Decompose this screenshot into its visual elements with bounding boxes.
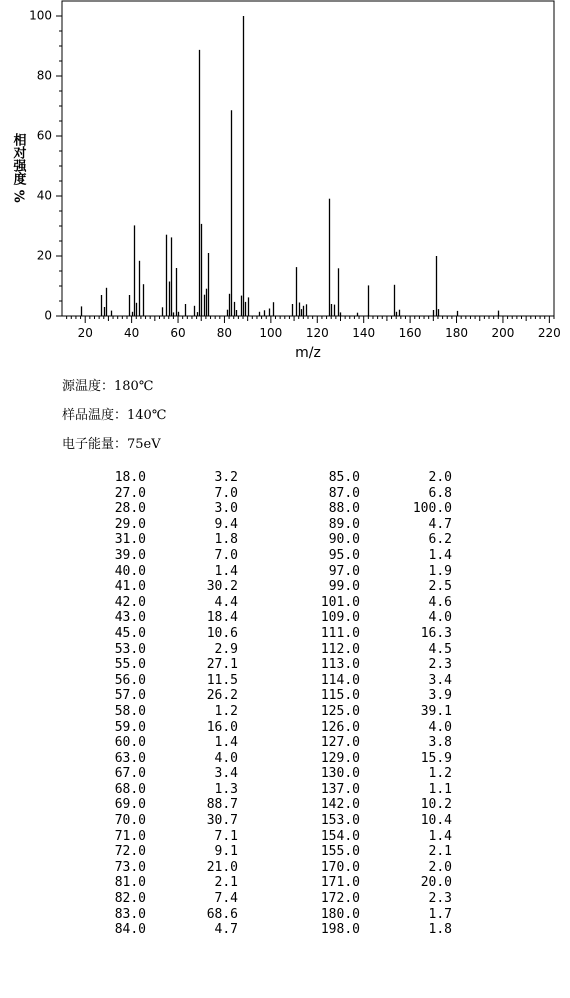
table-row — [82, 564, 452, 580]
x-tick-label: 160 — [398, 326, 422, 340]
intensity-cell: 1.3 — [214, 781, 238, 797]
table-row — [82, 751, 452, 767]
mz-cell: 81.0 — [114, 875, 146, 891]
electron-energy: 电子能量：75eV — [62, 437, 161, 452]
mz-cell: 87.0 — [328, 485, 360, 501]
mz-cell: 109.0 — [320, 610, 360, 626]
table-row — [82, 486, 452, 502]
intensity-cell: 30.2 — [206, 579, 238, 595]
table-row — [82, 875, 452, 891]
intensity-cell: 1.2 — [428, 766, 452, 782]
table-row — [82, 782, 452, 798]
table-row — [82, 595, 452, 611]
mz-cell: 28.0 — [114, 501, 146, 517]
intensity-cell: 15.9 — [420, 750, 452, 766]
y-tick-label: 20 — [36, 248, 52, 263]
table-row — [82, 548, 452, 564]
y-tick-label: 80 — [36, 68, 52, 83]
intensity-cell: 4.5 — [428, 641, 452, 657]
intensity-cell: 6.2 — [428, 532, 452, 548]
mz-cell: 114.0 — [320, 672, 360, 688]
x-tick-label: 80 — [216, 326, 233, 340]
x-tick-label: 140 — [352, 326, 376, 340]
mz-cell: 97.0 — [328, 563, 360, 579]
mz-cell: 90.0 — [328, 532, 360, 548]
intensity-cell: 88.7 — [206, 797, 238, 813]
mz-cell: 85.0 — [328, 470, 360, 485]
table-row — [82, 907, 452, 923]
mz-cell: 154.0 — [320, 828, 360, 844]
table-row — [82, 813, 452, 829]
mz-cell: 57.0 — [114, 688, 146, 704]
plot-frame — [62, 1, 554, 316]
mz-cell: 130.0 — [320, 766, 360, 782]
mz-cell: 72.0 — [114, 844, 146, 860]
table-row — [82, 688, 452, 704]
y-axis-ticks — [29, 9, 62, 323]
intensity-cell: 9.1 — [214, 844, 238, 860]
mz-cell: 41.0 — [114, 579, 146, 595]
intensity-cell: 1.8 — [428, 922, 452, 938]
mz-cell: 95.0 — [328, 547, 360, 563]
intensity-cell: 10.4 — [420, 813, 452, 829]
intensity-cell: 3.8 — [428, 735, 452, 751]
mz-cell: 84.0 — [114, 922, 146, 938]
table-row — [82, 501, 452, 517]
sample-temperature: 样品温度：140℃ — [62, 408, 167, 423]
intensity-cell: 27.1 — [206, 657, 238, 673]
table-row — [82, 766, 452, 782]
y-axis-title: 相对强度 % — [10, 133, 26, 203]
mz-cell: 153.0 — [320, 813, 360, 829]
mz-cell: 129.0 — [320, 750, 360, 766]
table-row — [82, 704, 452, 720]
mz-cell: 59.0 — [114, 719, 146, 735]
x-tick-label: 200 — [491, 326, 515, 340]
intensity-cell: 16.0 — [206, 719, 238, 735]
mz-cell: 55.0 — [114, 657, 146, 673]
mz-cell: 18.0 — [114, 470, 146, 485]
table-row — [82, 532, 452, 548]
intensity-cell: 4.0 — [428, 719, 452, 735]
mz-cell: 88.0 — [328, 501, 360, 517]
intensity-cell: 1.8 — [214, 532, 238, 548]
intensity-cell: 7.0 — [214, 485, 238, 501]
mz-cell: 60.0 — [114, 735, 146, 751]
mz-cell: 45.0 — [114, 625, 146, 641]
mz-cell: 40.0 — [114, 563, 146, 579]
mz-cell: 31.0 — [114, 532, 146, 548]
intensity-cell: 4.7 — [214, 922, 238, 938]
intensity-cell: 26.2 — [206, 688, 238, 704]
intensity-cell: 2.1 — [214, 875, 238, 891]
mz-cell: 171.0 — [320, 875, 360, 891]
intensity-cell: 7.4 — [214, 891, 238, 907]
intensity-cell: 16.3 — [420, 625, 452, 641]
x-tick-label: 180 — [445, 326, 468, 340]
mz-cell: 113.0 — [320, 657, 360, 673]
mz-cell: 82.0 — [114, 891, 146, 907]
intensity-cell: 4.0 — [428, 610, 452, 626]
mz-cell: 70.0 — [114, 813, 146, 829]
mz-cell: 43.0 — [114, 610, 146, 626]
mz-cell: 89.0 — [328, 516, 360, 532]
intensity-cell: 11.5 — [206, 672, 238, 688]
intensity-cell: 2.0 — [428, 859, 452, 875]
table-row — [82, 610, 452, 626]
table-row — [82, 797, 452, 813]
intensity-cell: 1.7 — [428, 906, 452, 922]
intensity-cell: 1.4 — [214, 735, 238, 751]
x-tick-label: 20 — [77, 326, 93, 340]
spectrum-peaks — [82, 16, 499, 316]
mz-cell: 127.0 — [320, 735, 360, 751]
mz-cell: 155.0 — [320, 844, 360, 860]
y-tick-label: 60 — [36, 128, 52, 143]
intensity-cell: 2.0 — [428, 470, 452, 485]
y-tick-label: 0 — [44, 308, 52, 323]
peak-table — [82, 470, 452, 938]
table-row — [82, 829, 452, 845]
intensity-cell: 6.8 — [428, 485, 452, 501]
intensity-cell: 10.6 — [206, 625, 238, 641]
intensity-cell: 2.3 — [428, 657, 452, 673]
table-row — [82, 891, 452, 907]
intensity-cell: 3.0 — [214, 501, 238, 517]
mz-cell: 73.0 — [114, 859, 146, 875]
intensity-cell: 7.0 — [214, 547, 238, 563]
intensity-cell: 2.5 — [428, 579, 452, 595]
table-row — [82, 470, 452, 486]
y-tick-label: 100 — [29, 8, 52, 23]
intensity-cell: 1.9 — [428, 563, 452, 579]
intensity-cell: 4.6 — [428, 594, 452, 610]
mass-spectrum-chart — [0, 0, 570, 372]
mz-cell: 170.0 — [320, 859, 360, 875]
intensity-cell: 3.9 — [428, 688, 452, 704]
mz-cell: 137.0 — [320, 781, 360, 797]
intensity-cell: 2.9 — [214, 641, 238, 657]
intensity-cell: 4.0 — [214, 750, 238, 766]
mz-cell: 58.0 — [114, 703, 146, 719]
intensity-cell: 10.2 — [420, 797, 452, 813]
intensity-cell: 4.7 — [428, 516, 452, 532]
table-row — [82, 657, 452, 673]
intensity-cell: 1.2 — [214, 703, 238, 719]
x-tick-label: 40 — [123, 326, 140, 340]
x-tick-label: 120 — [305, 326, 329, 340]
mz-cell: 27.0 — [114, 485, 146, 501]
intensity-cell: 39.1 — [420, 703, 452, 719]
intensity-cell: 1.4 — [428, 547, 452, 563]
intensity-cell: 1.4 — [214, 563, 238, 579]
x-axis-title: m/z — [295, 345, 321, 361]
intensity-cell: 1.4 — [428, 828, 452, 844]
mz-cell: 63.0 — [114, 750, 146, 766]
table-row — [82, 626, 452, 642]
mz-cell: 56.0 — [114, 672, 146, 688]
mz-cell: 69.0 — [114, 797, 146, 813]
mz-cell: 29.0 — [114, 516, 146, 532]
table-row — [82, 735, 452, 751]
table-row — [82, 922, 452, 938]
table-row — [82, 844, 452, 860]
intensity-cell: 18.4 — [206, 610, 238, 626]
mz-cell: 126.0 — [320, 719, 360, 735]
mz-cell: 115.0 — [320, 688, 360, 704]
table-row — [82, 673, 452, 689]
mz-cell: 68.0 — [114, 781, 146, 797]
intensity-cell: 21.0 — [206, 859, 238, 875]
table-row — [82, 579, 452, 595]
intensity-cell: 3.4 — [428, 672, 452, 688]
intensity-cell: 2.3 — [428, 891, 452, 907]
mz-cell: 172.0 — [320, 891, 360, 907]
intensity-cell: 30.7 — [206, 813, 238, 829]
mz-cell: 71.0 — [114, 828, 146, 844]
source-temperature: 源温度：180℃ — [62, 379, 154, 394]
table-row — [82, 642, 452, 658]
mz-cell: 101.0 — [320, 594, 360, 610]
intensity-cell: 100.0 — [412, 501, 452, 517]
mz-cell: 99.0 — [328, 579, 360, 595]
intensity-cell: 7.1 — [214, 828, 238, 844]
mz-cell: 39.0 — [114, 547, 146, 563]
x-tick-label: 220 — [537, 326, 561, 340]
mz-cell: 67.0 — [114, 766, 146, 782]
mz-cell: 83.0 — [114, 906, 146, 922]
mz-cell: 198.0 — [320, 922, 360, 938]
table-row — [82, 860, 452, 876]
intensity-cell: 2.1 — [428, 844, 452, 860]
intensity-cell: 9.4 — [214, 516, 238, 532]
table-row — [82, 517, 452, 533]
mz-cell: 125.0 — [320, 703, 360, 719]
x-axis-ticks — [67, 316, 561, 340]
intensity-cell: 3.4 — [214, 766, 238, 782]
intensity-cell: 20.0 — [420, 875, 452, 891]
mz-cell: 53.0 — [114, 641, 146, 657]
mz-cell: 142.0 — [320, 797, 360, 813]
mz-cell: 112.0 — [320, 641, 360, 657]
intensity-cell: 68.6 — [206, 906, 238, 922]
y-tick-label: 40 — [36, 188, 52, 203]
intensity-cell: 4.4 — [214, 594, 238, 610]
mz-cell: 42.0 — [114, 594, 146, 610]
x-tick-label: 100 — [259, 326, 283, 340]
table-row — [82, 720, 452, 736]
intensity-cell: 1.1 — [428, 781, 452, 797]
mz-cell: 111.0 — [320, 625, 360, 641]
x-tick-label: 60 — [170, 326, 186, 340]
intensity-cell: 3.2 — [214, 470, 238, 485]
mz-cell: 180.0 — [320, 906, 360, 922]
